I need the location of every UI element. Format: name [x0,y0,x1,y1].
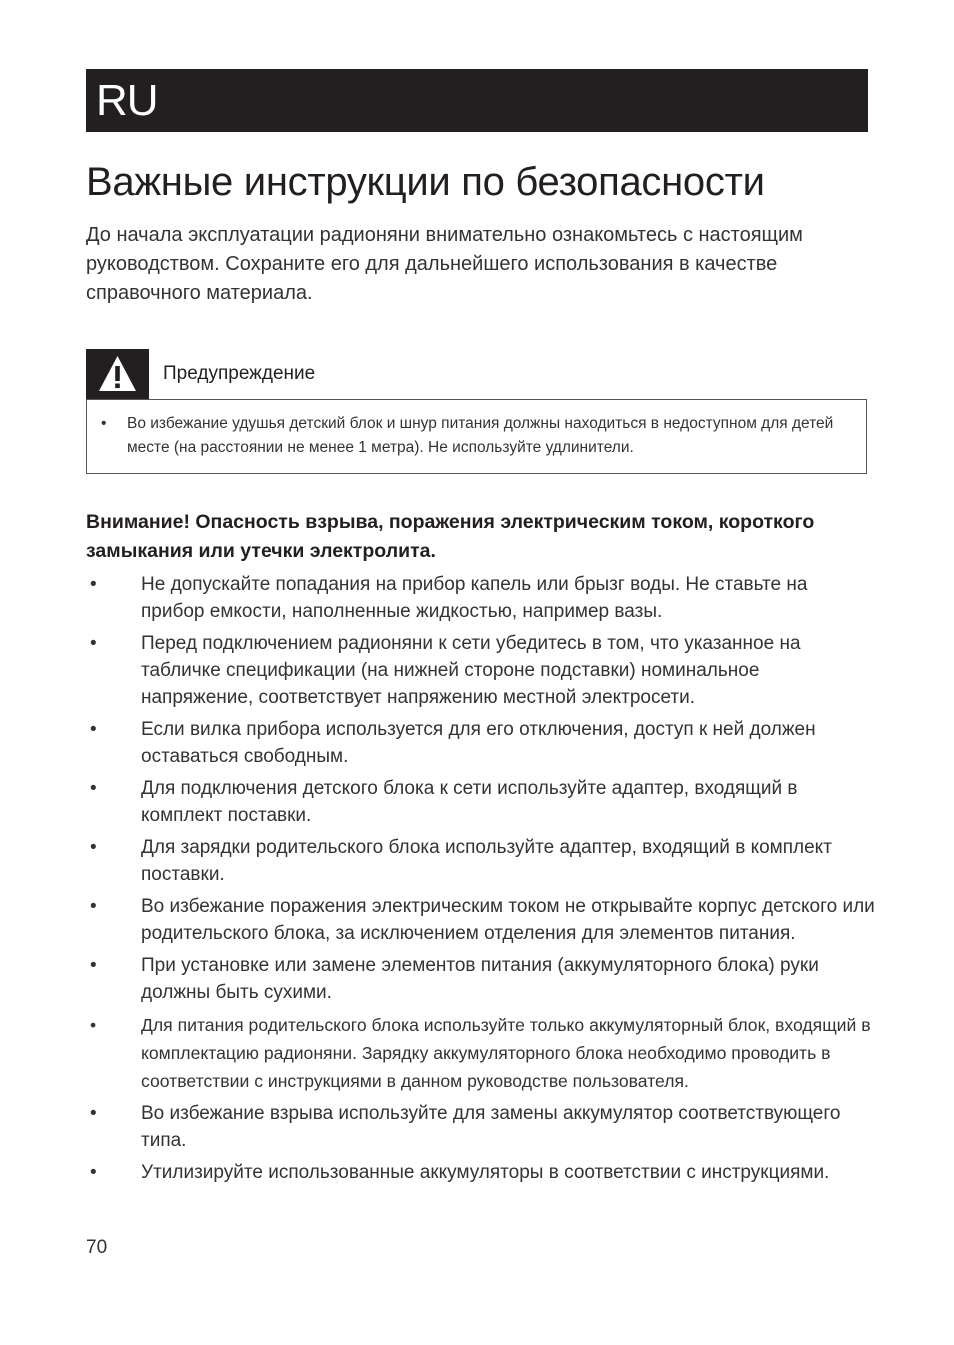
page-number: 70 [86,1237,108,1258]
bullet-icon: • [90,719,97,740]
bullet-icon: • [90,955,97,976]
warning-text: Во избежание удушья детский блок и шнур питания должны находиться в недоступном для детей месте (на расстоянии не менее 1 метра). Не используйте удлинители. [127,415,834,456]
bullet-icon: • [101,415,107,432]
bullet-icon: • [90,1103,97,1124]
warning-title: Предупреждение [163,363,316,384]
list-item [86,716,876,770]
intro-paragraph: До начала эксплуатации радионяни внимательно ознакомьтесь с настоящим руководством. Сохраните его для дальнейшего использования в качестве справочного материала. [86,224,803,304]
list-item [86,952,876,1006]
list-item-text: Во избежание поражения электрическим током не открывайте корпус детского или родительского блока, за исключением отделения для элементов питания. [141,896,875,944]
list-item-text: Во избежание взрыва используйте для замены аккумулятор соответствующего типа. [141,1103,841,1151]
list-item-text: Для питания родительского блока используйте только аккумуляторный блок, входящий в комплектацию радионяни. Зарядку аккумуляторного блока необходимо проводить в соответствии с инструкциями в данном руководстве пользователя. [141,1015,871,1091]
list-item-text: Утилизируйте использованные аккумуляторы в соответствии с инструкциями. [141,1162,830,1183]
list-item [86,1100,876,1154]
bullet-icon: • [90,837,97,858]
warning-triangle-icon [86,349,149,399]
list-item-text: Для зарядки родительского блока используйте адаптер, входящий в комплект поставки. [141,837,832,885]
warning-box [86,399,867,474]
list-item-text: Для подключения детского блока к сети используйте адаптер, входящий в комплект поставки. [141,778,798,826]
list-item [86,630,876,711]
list-item-text: Если вилка прибора используется для его отключения, доступ к ней должен оставаться свободным. [141,719,816,767]
bullet-icon: • [90,1162,97,1183]
bullet-icon: • [90,633,97,654]
language-code: RU [96,76,158,125]
caution-heading: Внимание! Опасность взрыва, поражения электрическим током, короткого замыкания или утечки электролита. [86,511,815,562]
warning-header [86,349,486,399]
bullet-icon: • [90,574,97,595]
page-title: Важные инструкции по безопасности [86,160,765,204]
bullet-icon: • [90,896,97,917]
list-item-text: При установке или замене элементов питания (аккумуляторного блока) руки должны быть сухими. [141,955,819,1003]
bullet-icon: • [90,1015,97,1035]
list-item [86,571,876,625]
list-item [86,1011,876,1095]
list-item-text: Не допускайте попадания на прибор капель или брызг воды. Не ставьте на прибор емкости, наполненные жидкостью, например вазы. [141,574,808,622]
list-item [86,893,876,947]
list-item [86,1159,876,1186]
list-item [86,775,876,829]
language-header-bar [86,69,868,132]
list-item-text: Перед подключением радионяни к сети убедитесь в том, что указанное на табличке спецификации (на нижней стороне подставки) номинальное напряжение, соответствует напряжению местной электросети. [141,633,801,708]
list-item [86,834,876,888]
safety-bullet-list [86,571,876,1191]
bullet-icon: • [90,778,97,799]
